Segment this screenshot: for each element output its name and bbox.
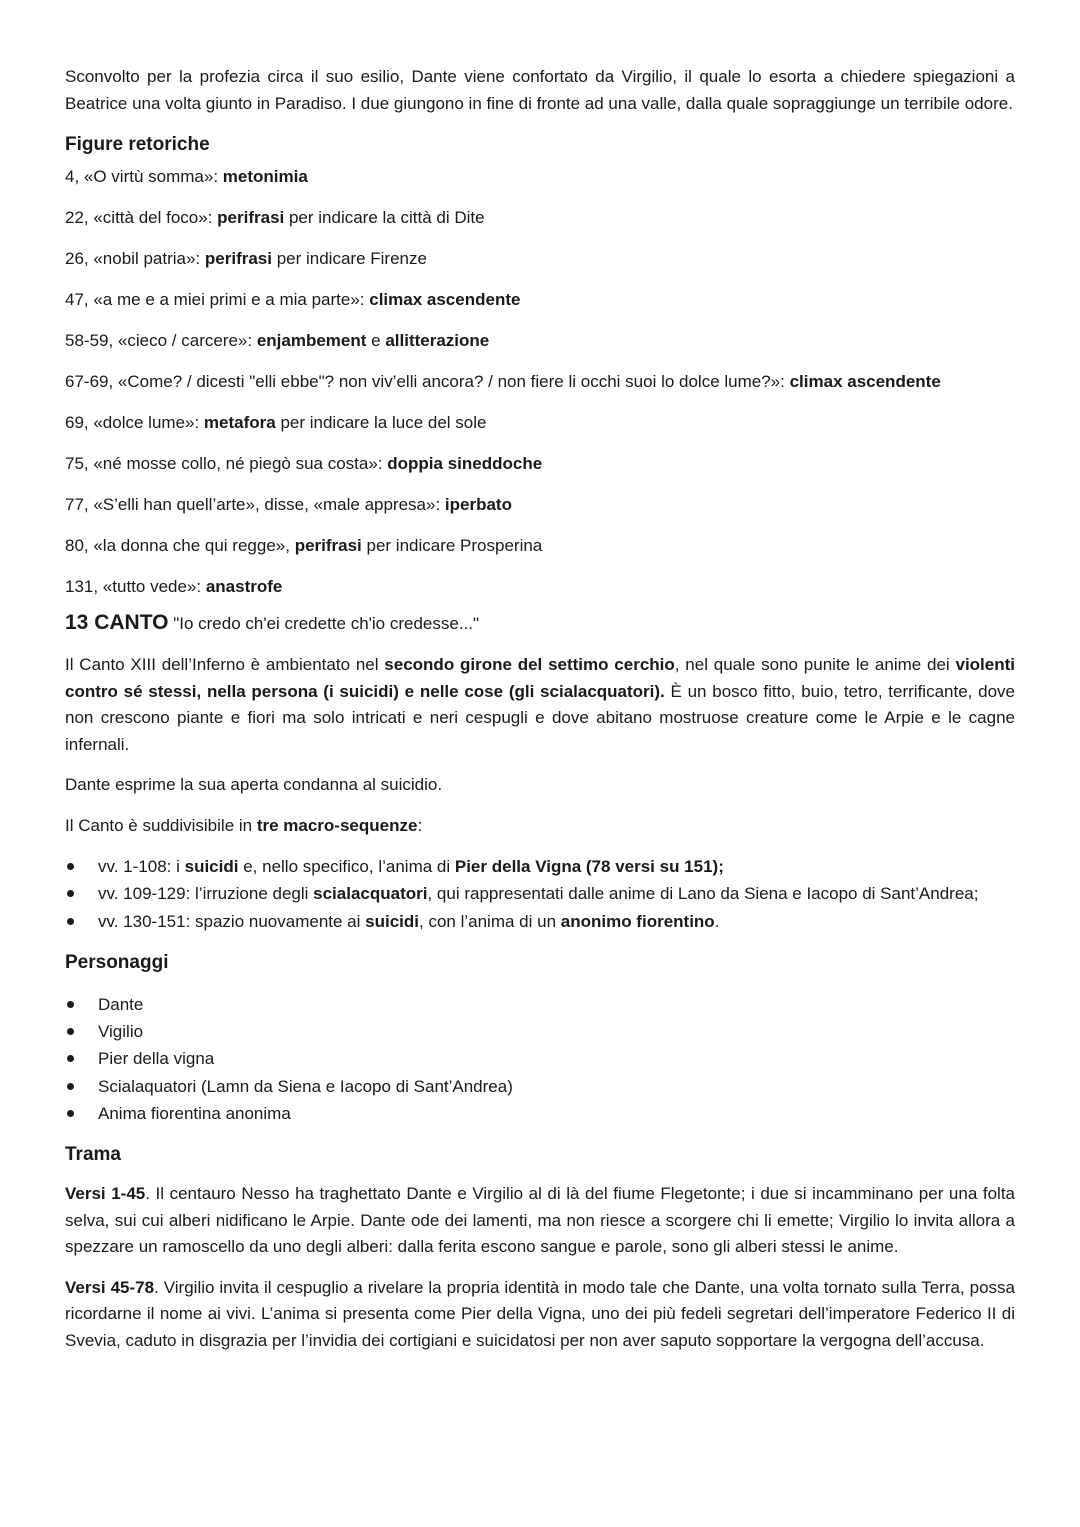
figure-item: 67-69, «Come? / dicesti "elli ebbe"? non viv’elli ancora? / non fiere li occhi suoi lo dolce lume?»: climax ascendente: [65, 372, 941, 391]
figure-list: [65, 165, 1015, 599]
bullet-icon: [67, 918, 74, 925]
list-item: vv. 1-108: i suicidi e, nello specifico, l’anima di Pier della Vigna (78 versi su 151);: [65, 853, 1015, 880]
canto-number: 13 CANTO: [65, 611, 169, 634]
trama-heading: Trama: [65, 1144, 121, 1166]
document-page: [65, 64, 1015, 1354]
list-item: Vigilio: [65, 1018, 1015, 1045]
figure-item: 80, «la donna che qui regge», perifrasi per indicare Prosperina: [65, 536, 543, 555]
figure-item: 4, «O virtù somma»: metonimia: [65, 167, 308, 186]
bullet-icon: [67, 863, 74, 870]
canto-title: [65, 609, 1015, 638]
sequenze-list: [65, 853, 1015, 935]
trama-paragraph: Versi 1-45. Il centauro Nesso ha traghettato Dante e Virgilio al di là del fiume Flegetonte; i due si incamminano per una folta selva, sui cui alberi nidificano le Arpie. Dante ode dei lamenti, ma non riesce a scorgere chi li emette; Virgilio lo invita allora a spezzare un ramoscello da uno degli alberi: dalla ferita escono sangue e parole, sono gli alberi stessi le anime.: [65, 1184, 1015, 1257]
list-item: Anima fiorentina anonima: [65, 1100, 1015, 1127]
list-item: vv. 109-129: l’irruzione degli scialacquatori, qui rappresentati dalle anime di Lano da Siena e Iacopo di Sant’Andrea;: [65, 880, 1015, 907]
bullet-icon: [67, 1001, 74, 1008]
list-item: Scialaquatori (Lamn da Siena e Iacopo di Sant’Andrea): [65, 1073, 1015, 1100]
condanna-paragraph: Dante esprime la sua aperta condanna al suicidio.: [65, 775, 443, 794]
macro-sequenze-intro: Il Canto è suddivisibile in tre macro-sequenze:: [65, 815, 423, 835]
list-item: vv. 130-151: spazio nuovamente ai suicidi, con l’anima di un anonimo fiorentino.: [65, 908, 1015, 935]
bullet-icon: [67, 1110, 74, 1117]
figure-item: 75, «né mosse collo, né piegò sua costa»: doppia sineddoche: [65, 454, 543, 473]
figure-retoriche-heading: Figure retoriche: [65, 134, 210, 155]
personaggi-list: [65, 991, 1015, 1127]
bullet-icon: [67, 1028, 74, 1035]
figure-item: 69, «dolce lume»: metafora per indicare la luce del sole: [65, 413, 487, 432]
figure-item: 58-59, «cieco / carcere»: enjambement e allitterazione: [65, 331, 490, 350]
intro-paragraph: Sconvolto per la profezia circa il suo esilio, Dante viene confortato da Virgilio, il quale lo esorta a chiedere spiegazioni a Beatrice una volta giunto in Paradiso. I due giungono in fine di fronte ad una valle, dalla quale sopraggiunge un terribile odore.: [65, 67, 1015, 113]
canto-intro-paragraph: Il Canto XIII dell’Inferno è ambientato nel secondo girone del settimo cerchio, nel quale sono punite le anime dei violenti contro sé stessi, nella persona (i suicidi) e nelle cose (gli scialacquatori). È un bosco fitto, buio, tetro, terrificante, dove non crescono piante e fiori ma solo intricati e neri cespugli e dove abitano mostruose creature come le Arpie e le cagne infernali.: [65, 655, 1015, 754]
bullet-icon: [67, 890, 74, 897]
canto-quote: "Io credo ch'ei credette ch'io credesse...": [168, 614, 480, 633]
figure-item: 22, «città del foco»: perifrasi per indicare la città di Dite: [65, 208, 485, 227]
trama-paragraph: Versi 45-78. Virgilio invita il cespuglio a rivelare la propria identità in modo tale che Dante, una volta tornato sulla Terra, possa ricordarne il nome ai vivi. L’anima si presenta come Pier della Vigna, uno dei più fedeli segretari dell’imperatore Federico II di Svevia, caduto in disgrazia per l’invidia dei cortigiani e suicidatosi per non aver saputo sopportare la vergogna dell’accusa.: [65, 1277, 1015, 1350]
figure-item: 47, «a me e a miei primi e a mia parte»: climax ascendente: [65, 290, 521, 309]
bullet-icon: [67, 1083, 74, 1090]
list-item: Pier della vigna: [65, 1045, 1015, 1072]
figure-item: 77, «S’elli han quell’arte», disse, «male appresa»: iperbato: [65, 495, 512, 514]
figure-item: 26, «nobil patria»: perifrasi per indicare Firenze: [65, 249, 427, 268]
figure-item: 131, «tutto vede»: anastrofe: [65, 577, 283, 596]
bullet-icon: [67, 1055, 74, 1062]
list-item: Dante: [65, 991, 1015, 1018]
personaggi-heading: Personaggi: [65, 951, 169, 973]
